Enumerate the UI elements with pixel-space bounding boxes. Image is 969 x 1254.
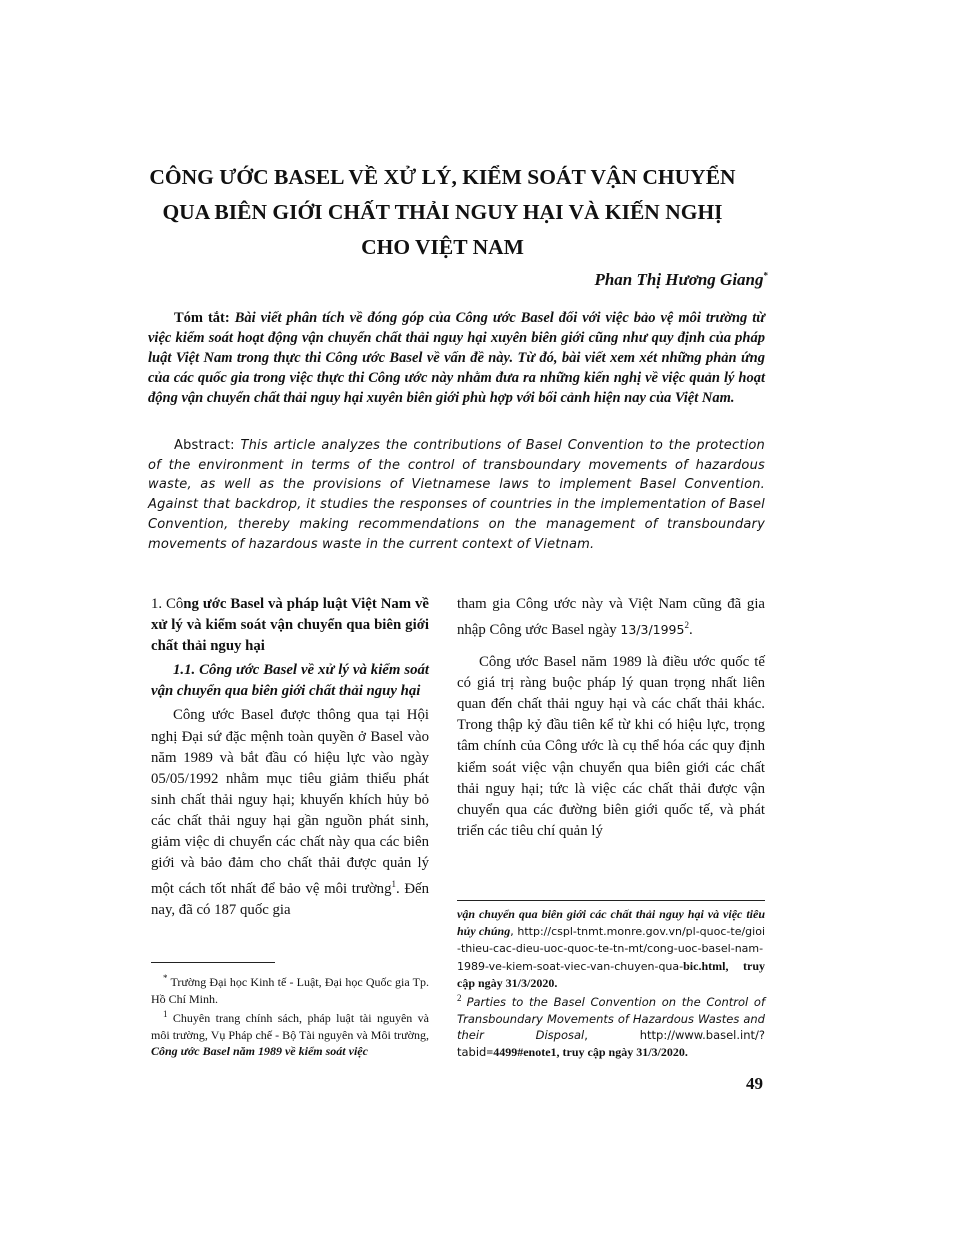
abstract-vi-text: Bài viết phân tích về đóng góp của Công ước Basel đối với việc bảo vệ môi trường từ việc kiểm soát hoạt động vận chuyển chất thải nguy hại xuyên biên giới cũng như quy định của pháp luật Việt Nam trong thực thi Công ước Basel về vấn đề này. Từ đó, bài viết xem xét những phản ứng của các quốc gia trong việc thực thi Công ước này nhằm đưa ra những kiến nghị về việc quản lý hoạt động vận chuyển chất thải nguy hại xuyên biên giới phù hợp với bối cảnh hiện nay của Việt Nam. — [148, 310, 765, 406]
paper-title — [110, 160, 775, 265]
footnote-1 — [151, 1006, 429, 1060]
footnote-rule-right — [457, 900, 765, 901]
right-column — [457, 594, 765, 842]
paragraph-1-cont-end: . — [688, 622, 693, 639]
paragraph-1-cont-text: tham gia Công ước này và Việt Nam cũng đã gia nhập Công ước Basel ngày — [457, 596, 765, 639]
footnote-1-title: Công ước Basel năm 1989 về kiểm soát việc — [151, 1044, 368, 1058]
footnote-2-mark: 2 — [457, 993, 462, 1003]
title-line-1: CÔNG ƯỚC BASEL VỀ XỬ LÝ, KIỂM SOÁT VẬN CHUYỂN — [149, 165, 736, 189]
footnote-1-cont-title: vận chuyển qua biên giới các chất thải nguy hại và việc tiêu hủy chúng — [457, 907, 765, 938]
paragraph-1-continued — [457, 594, 765, 641]
paragraph-1 — [151, 705, 429, 921]
section-1-number: 1. Cô — [151, 596, 184, 612]
author-footnote-mark: * — [763, 270, 768, 281]
footnote-ref-2: 2 — [684, 620, 689, 631]
footnote-1-url[interactable]: , http://cspl-tnmt.monre.gov.vn/pl-quoc-te/gioi-thieu-cac-dieu-uoc-quoc-te-tn-mt/cong-uoc-basel-nam-1989-ve-kiem-soat-viec-van-chuyen-qua- — [457, 924, 765, 973]
paragraph-1-text: Công ước Basel được thông qua tại Hội nghị Đại sứ đặc mệnh toàn quyền ở Basel vào năm 1989 và bắt đầu có hiệu lực vào ngày 05/05/1992 nhằm mục tiêu giảm thiểu phát sinh chất thải nguy hại; khuyến khích hủy bỏ các chất thải nguy hại gần nguồn phát sinh, giảm việc di chuyển các chất này qua các biên giới và bảo đảm cho chất thải được quản lý một cách tốt nhất để bảo vệ môi trường — [151, 707, 429, 898]
footnote-affiliation — [151, 970, 429, 1007]
page-number: 49 — [746, 1074, 763, 1093]
author — [594, 270, 768, 290]
title-line-2: QUA BIÊN GIỚI CHẤT THẢI NGUY HẠI VÀ KIẾN NGHỊ — [162, 200, 723, 224]
footnote-rule-left — [151, 962, 275, 963]
footnote-1-access: bic.html, truy cập ngày 31/3/2020. — [457, 958, 765, 990]
section-1-1-heading: 1.1. Công ước Basel về xử lý và kiểm soát vận chuyển qua biên giới chất thải nguy hại — [151, 662, 429, 700]
footnote-ref-1: 1 — [391, 879, 396, 890]
footnote-2-title: Parties to the Basel Convention on the Control of Transboundary Movements of Hazardous Wastes and their Disposal — [457, 995, 766, 1042]
footnote-1-text: Chuyên trang chính sách, pháp luật tài nguyên và môi trường, Vụ Pháp chế - Bộ Tài nguyên và Môi trường, — [151, 1011, 430, 1042]
abstract-english — [148, 436, 765, 554]
footnote-star-mark: * — [163, 973, 168, 983]
footnote-2 — [457, 990, 765, 1060]
footnote-2-access: =4499#enote1, truy cập ngày 31/3/2020. — [486, 1044, 688, 1059]
paragraph-1-tail: . Đến nay, đã có 187 quốc gia — [151, 881, 429, 919]
section-1-title: ng ước Basel và pháp luật Việt Nam về xử lý và kiểm soát vận chuyển qua biên giới chất thải nguy hại — [151, 596, 430, 655]
abstract-en-label: Abstract: — [174, 438, 235, 453]
left-column — [151, 594, 429, 921]
abstract-en-text: This article analyzes the contributions of Basel Convention to the protection of the environment in terms of the control of transboundary movements of hazardous waste, as well as the provisions of Vietnamese laws to implement Basel Convention. Against that backdrop, it studies the responses of countries in the implementation of Basel Convention, thereby making recommendations on the management of transboundary movements of hazardous waste in the current context of Vietnam. — [148, 438, 765, 552]
footnote-1-continued — [457, 906, 765, 992]
section-1-heading — [151, 594, 429, 657]
footnote-2-url[interactable]: , http://www.basel.int/?tabid — [457, 1028, 765, 1059]
abstract-vi-label: Tóm tắt: — [174, 310, 230, 326]
footnote-1-mark: 1 — [163, 1009, 168, 1019]
accession-date: 13/3/1995 — [620, 622, 685, 638]
footnote-star-text: Trường Đại học Kinh tế - Luật, Đại học Quốc gia Tp. Hồ Chí Minh. — [151, 975, 429, 1006]
title-line-3: CHO VIỆT NAM — [361, 235, 524, 259]
paragraph-2: Công ước Basel năm 1989 là điều ước quốc tế có giá trị ràng buộc pháp lý quan trọng nhất liên quan đến chất thải nguy hại và các chất thải khác. Trong thập kỷ đầu tiên kể từ khi có hiệu lực, trọng tâm chính của Công ước là cụ thể hóa các quy định kiểm soát việc vận chuyển qua biên giới các chất thải nguy hại; tức là việc các chất thải được vận chuyển qua các đường biên giới quốc tế, và phát triển các tiêu chí quản lý — [457, 654, 765, 839]
abstract-vietnamese — [148, 308, 765, 408]
author-name: Phan Thị Hương Giang — [594, 270, 764, 289]
